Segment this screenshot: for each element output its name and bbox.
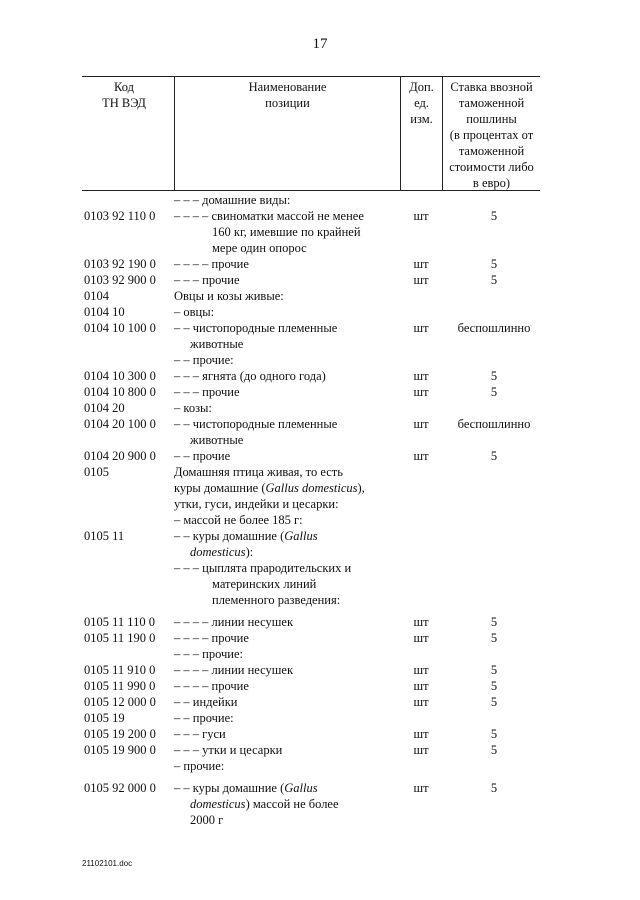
row-name-line: – – – цыплята прародительских и — [174, 561, 352, 575]
row-rate: 5 — [490, 209, 498, 223]
row-rate: 5 — [490, 631, 498, 645]
row-name — [174, 630, 400, 646]
table-row — [82, 304, 540, 320]
row-unit: шт — [413, 449, 429, 463]
row-code: 0105 92 000 0 — [84, 781, 156, 795]
row-name — [174, 368, 400, 384]
table-row — [82, 320, 540, 352]
table-row — [82, 742, 540, 758]
table-row — [82, 646, 540, 662]
row-name — [174, 272, 400, 288]
row-unit: шт — [413, 417, 429, 431]
header-name — [174, 77, 400, 190]
row-name-line: – – – – прочие — [174, 631, 249, 645]
row-name — [174, 384, 400, 400]
row-unit — [400, 646, 442, 662]
table-row — [82, 758, 540, 774]
row-name-line: – – – гуси — [174, 727, 226, 741]
row-rate — [442, 352, 540, 368]
row-name — [174, 448, 400, 464]
header-rate — [442, 77, 540, 190]
row-rate — [442, 192, 540, 208]
row-unit: шт — [413, 369, 429, 383]
row-code: 0104 20 900 0 — [84, 449, 156, 463]
row-rate — [442, 288, 540, 304]
row-rate: 5 — [490, 695, 498, 709]
row-name-line: 2000 г — [190, 813, 224, 827]
table-row — [82, 662, 540, 678]
row-unit — [400, 352, 442, 368]
row-rate — [442, 646, 540, 662]
row-name-line: – – индейки — [174, 695, 238, 709]
row-name-line: – – – – линии несушек — [174, 663, 294, 677]
row-name-line: материнских линий — [212, 577, 317, 591]
row-unit: шт — [413, 257, 429, 271]
table-row — [82, 780, 540, 828]
row-name-line: – – прочие: — [174, 353, 234, 367]
table-row — [82, 192, 540, 208]
row-code — [82, 646, 174, 662]
tariff-table — [82, 76, 540, 828]
row-unit — [400, 192, 442, 208]
row-code: 0104 20 100 0 — [84, 417, 156, 431]
page-number: 17 — [312, 36, 328, 52]
row-code: 0105 11 110 0 — [84, 615, 155, 629]
row-rate — [442, 758, 540, 774]
row-code: 0105 11 190 0 — [84, 631, 156, 645]
table-row — [82, 726, 540, 742]
row-unit: шт — [413, 385, 429, 399]
row-code: 0104 10 — [84, 305, 125, 319]
row-name-line: – – куры домашние (Gallus — [174, 781, 318, 795]
table-row — [82, 256, 540, 272]
row-name — [174, 780, 400, 828]
row-code: 0105 11 — [84, 529, 125, 543]
row-name-line: – – чистопородные племенные — [174, 417, 338, 431]
row-code: 0103 92 190 0 — [84, 257, 156, 271]
row-name-line: животные — [190, 433, 244, 447]
row-rate — [442, 528, 540, 608]
row-unit: шт — [413, 679, 429, 693]
row-unit: шт — [413, 321, 429, 335]
row-rate: 5 — [490, 385, 498, 399]
row-rate: 5 — [490, 743, 498, 757]
row-code: 0105 11 910 0 — [84, 663, 156, 677]
table-row — [82, 678, 540, 694]
row-name-line: – – – прочие: — [174, 647, 243, 661]
row-rate: 5 — [490, 257, 498, 271]
row-name — [174, 758, 400, 774]
row-name-line: – – – ягнята (до одного года) — [174, 369, 326, 383]
header-code-line: ТН ВЭД — [102, 96, 146, 110]
row-name-line: – овцы: — [174, 305, 215, 319]
row-rate: 5 — [490, 781, 498, 795]
header-unit — [400, 77, 442, 190]
row-name-line: 160 кг, имевшие по крайней — [212, 225, 361, 239]
row-name-line: – – – – прочие — [174, 679, 249, 693]
row-unit: шт — [413, 743, 429, 757]
row-code: 0104 10 800 0 — [84, 385, 156, 399]
table-row — [82, 400, 540, 416]
row-rate: беспошлинно — [457, 417, 531, 431]
table-row — [82, 448, 540, 464]
row-rate: беспошлинно — [457, 321, 531, 335]
row-name-line: – козы: — [174, 401, 212, 415]
row-name-line: domesticus): — [190, 545, 254, 559]
row-code: 0104 20 — [84, 401, 125, 415]
row-unit — [400, 400, 442, 416]
row-name-line: – – куры домашние (Gallus — [174, 529, 318, 543]
row-rate: 5 — [490, 615, 498, 629]
row-unit: шт — [413, 631, 429, 645]
row-name — [174, 304, 400, 320]
row-name-line: – – прочие: — [174, 711, 234, 725]
row-rate: 5 — [490, 369, 498, 383]
row-code: 0105 19 900 0 — [84, 743, 156, 757]
row-name — [174, 662, 400, 678]
row-name — [174, 192, 400, 208]
row-rate: 5 — [490, 449, 498, 463]
header-rate-line: таможенной — [458, 96, 525, 110]
row-name — [174, 694, 400, 710]
row-name-line: Домашняя птица живая, то есть — [174, 465, 343, 479]
header-unit-line: изм. — [410, 112, 433, 126]
row-rate — [442, 710, 540, 726]
header-rate-line: пошлины — [466, 112, 517, 126]
table-row — [82, 710, 540, 726]
row-name — [174, 726, 400, 742]
row-name — [174, 678, 400, 694]
header-name-line: позиции — [265, 96, 310, 110]
row-name-line: – – прочие — [174, 449, 231, 463]
row-code — [82, 758, 174, 774]
row-rate: 5 — [490, 663, 498, 677]
row-name — [174, 400, 400, 416]
row-unit: шт — [413, 695, 429, 709]
row-name-line: Овцы и козы живые: — [174, 289, 284, 303]
row-name — [174, 742, 400, 758]
row-unit: шт — [413, 663, 429, 677]
row-unit: шт — [413, 727, 429, 741]
header-rate-line: стоимости либо — [449, 160, 534, 174]
row-unit — [400, 304, 442, 320]
row-rate — [442, 400, 540, 416]
row-unit: шт — [413, 781, 429, 795]
row-code: 0105 — [84, 465, 109, 479]
table-row — [82, 528, 540, 608]
row-name — [174, 464, 400, 528]
table-row — [82, 614, 540, 630]
header-rate-line: таможенной — [458, 144, 525, 158]
row-name-line: – – – домашние виды: — [174, 193, 291, 207]
row-code: 0104 — [84, 289, 109, 303]
row-code: 0104 10 300 0 — [84, 369, 156, 383]
header-rate-line: Ставка ввозной — [450, 80, 533, 94]
row-code: 0104 10 100 0 — [84, 321, 156, 335]
row-code: 0105 19 200 0 — [84, 727, 156, 741]
row-name — [174, 416, 400, 448]
table-body — [82, 191, 540, 828]
row-name-line: – – – – прочие — [174, 257, 249, 271]
table-row — [82, 208, 540, 256]
row-name — [174, 614, 400, 630]
row-name-line: мере один опорос — [212, 241, 307, 255]
row-name — [174, 288, 400, 304]
row-name-line: племенного разведения: — [212, 593, 341, 607]
row-unit — [400, 528, 442, 608]
row-code: 0103 92 900 0 — [84, 273, 156, 287]
row-rate — [442, 304, 540, 320]
row-name-line: – – – утки и цесарки — [174, 743, 283, 757]
row-name-line: – массой не более 185 г: — [174, 513, 303, 527]
header-code — [82, 77, 174, 190]
table-header — [82, 76, 540, 191]
row-name-line: – – чистопородные племенные — [174, 321, 338, 335]
row-name-line: – – – прочие — [174, 385, 240, 399]
header-rate-line: в евро) — [472, 176, 511, 190]
file-name: 21102101.doc — [82, 859, 133, 868]
row-name — [174, 646, 400, 662]
row-name-line: domesticus) массой не более — [190, 797, 339, 811]
table-row — [82, 630, 540, 646]
row-name-line: – прочие: — [174, 759, 225, 773]
header-rate-line: (в процентах от — [449, 128, 534, 142]
table-row — [82, 464, 540, 528]
row-unit: шт — [413, 273, 429, 287]
row-unit — [400, 710, 442, 726]
row-unit — [400, 288, 442, 304]
row-name — [174, 528, 400, 608]
row-code — [82, 192, 174, 208]
header-code-line: Код — [114, 80, 134, 94]
row-unit: шт — [413, 615, 429, 629]
row-rate: 5 — [490, 679, 498, 693]
row-code: 0103 92 110 0 — [84, 209, 156, 223]
table-row — [82, 288, 540, 304]
row-unit — [400, 464, 442, 528]
table-row — [82, 416, 540, 448]
row-code: 0105 19 — [84, 711, 125, 725]
row-code: 0105 11 990 0 — [84, 679, 156, 693]
row-name-line: куры домашние (Gallus domesticus), — [174, 481, 365, 495]
row-name-line: – – – – линии несушек — [174, 615, 294, 629]
row-name — [174, 320, 400, 352]
row-name — [174, 256, 400, 272]
row-name-line: утки, гуси, индейки и цесарки: — [174, 497, 339, 511]
table-row — [82, 272, 540, 288]
row-code — [82, 352, 174, 368]
row-name — [174, 208, 400, 256]
row-name-line: – – – прочие — [174, 273, 240, 287]
row-rate: 5 — [490, 727, 498, 741]
row-unit: шт — [413, 209, 429, 223]
header-unit-line: Доп. — [409, 80, 434, 94]
row-unit — [400, 758, 442, 774]
row-name — [174, 710, 400, 726]
header-unit-line: ед. — [414, 96, 429, 110]
row-name-line: животные — [190, 337, 244, 351]
row-name-line: – – – – свиноматки массой не менее — [174, 209, 364, 223]
row-name — [174, 352, 400, 368]
row-rate: 5 — [490, 273, 498, 287]
table-row — [82, 384, 540, 400]
table-row — [82, 352, 540, 368]
table-row — [82, 368, 540, 384]
header-name-line: Наименование — [248, 80, 327, 94]
row-code: 0105 12 000 0 — [84, 695, 156, 709]
row-rate — [442, 464, 540, 528]
table-row — [82, 694, 540, 710]
